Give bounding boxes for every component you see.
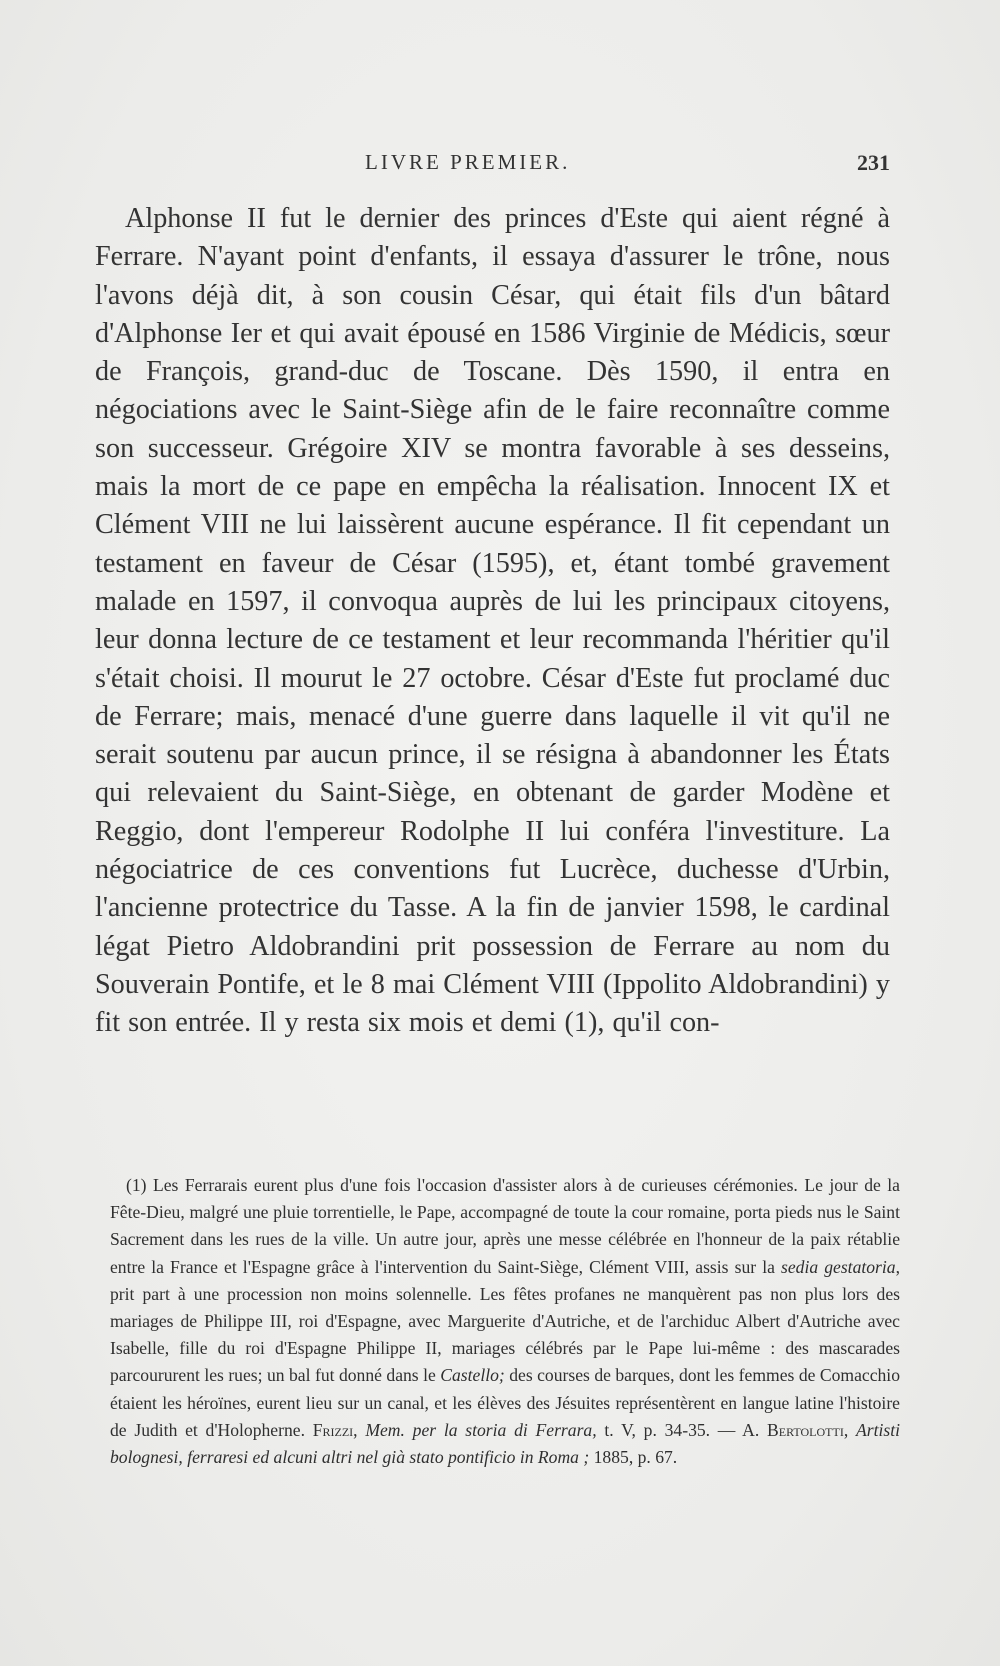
footnote-author-frizzi: Frizzi, (312, 1419, 358, 1440)
footnote-italic-artisti: Artisti bolognesi, ferraresi ed alcuni altri nel già stato pontificio in Roma ; (110, 1419, 900, 1468)
footnote-italic-mem: Mem. per la storia di Ferrara, (365, 1419, 597, 1440)
page-number: 231 (857, 150, 890, 175)
footnote-text-3: des courses de barques, dont les femmes de Comacchio étaient les héroïnes, eurent lieu sur un canal, et les élèves des Jésuites représentèrent en langue latine l'histoire de Judith et d'Holopherne. (110, 1365, 900, 1440)
footnote (110, 1172, 900, 1471)
footnote-author-bertolotti: Bertolotti, (767, 1419, 849, 1440)
footnote-text-4: t. V, p. 34-35. — A. (596, 1419, 768, 1440)
body-paragraph: Alphonse II fut le dernier des princes d'Este qui aient régné à Ferrare. N'ayant point d'enfants, il essaya d'assurer le trône, nous l'avons déjà dit, à son cousin César, qui était fils d'un bâtard d'Alphonse Ier et qui avait épousé en 1586 Virginie de Médicis, sœur de François, grand-duc de Toscane. Dès 1590, il entra en négociations avec le Saint-Siège afin de le faire reconnaître comme son successeur. Grégoire XIV se montra favorable à ses desseins, mais la mort de ce pape en empêcha la réalisation. Innocent IX et Clément VIII ne lui laissèrent aucune espérance. Il fit cependant un testament en faveur de César (1595), et, étant tombé gravement malade en 1597, il convoqua auprès de lui les principaux citoyens, leur donna lecture de ce testament et leur recommanda l'héritier qu'il s'était choisi. Il mourut le 27 octobre. César d'Este fut proclamé duc de Ferrare; mais, menacé d'une guerre dans laquelle il vit qu'il ne serait soutenu par aucun prince, il se résigna à abandonner les États qui relevaient du Saint-Siège, en obtenant de garder Modène et Reggio, dont l'empereur Rodolphe II lui conféra l'investiture. La négociatrice de ces conventions fut Lucrèce, duchesse d'Urbin, l'ancienne protectrice du Tasse. A la fin de janvier 1598, le cardinal légat Pietro Aldobrandini prit possession de Ferrare au nom du Souverain Pontife, et le 8 mai Clément VIII (Ippolito Aldobrandini) y fit son entrée. Il y resta six mois et demi (1), qu'il con- (95, 203, 890, 1039)
running-title: LIVRE PREMIER. (365, 150, 571, 174)
running-head (95, 150, 890, 182)
footnote-italic-castello: Castello; (440, 1365, 505, 1386)
footnote-text-5: 1885, p. 67. (589, 1447, 678, 1468)
footnote-text-2: , prit part à une procession non moins solennelle. Les fêtes profanes ne manquèrent pas non plus lors des mariages de Philippe III, roi d'Espagne, avec Marguerite d'Autriche, et de l'archiduc Albert d'Autriche avec Isabelle, fille du roi d'Espagne Philippe II, mariages célébrés par le Pape lui-même : des mascarades parcoururent les rues; un bal fut donné dans le (110, 1256, 900, 1386)
footnote-italic-sedia: sedia gestatoria (781, 1256, 896, 1277)
footnote-text-1: (1) Les Ferrarais eurent plus d'une fois l'occasion d'assister alors à de curieuses cérémonies. Le jour de la Fête-Dieu, malgré une pluie torrentielle, le Pape, accompagné de toute la cour romaine, porta pieds nus le Saint Sacrement dans les rues de la ville. Un autre jour, après une messe célébrée en l'honneur de la paix rétablie entre la France et l'Espagne grâce à l'intervention du Saint-Siège, Clément VIII, assis sur la (110, 1175, 900, 1277)
